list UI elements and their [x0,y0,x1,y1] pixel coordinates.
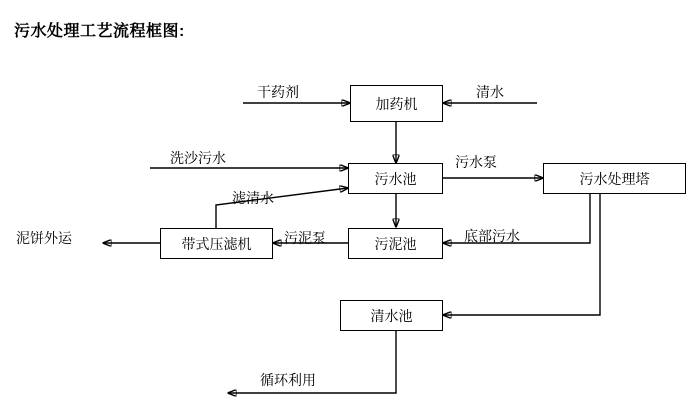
node-label: 污泥池 [374,235,417,252]
edge-label-sewage-pump: 污水泵 [455,154,497,170]
node-label: 带式压滤机 [181,235,252,252]
edge-label-clean-water: 清水 [476,84,504,100]
node-treatment-tower[interactable] [543,163,686,194]
node-label: 污水处理塔 [579,170,650,187]
edge-label-bottom-sewage: 底部污水 [464,228,520,244]
node-belt-filter-press[interactable] [160,228,273,259]
node-label: 加药机 [375,95,418,112]
node-label: 清水池 [370,307,413,324]
edge-label-dry-agent: 干药剂 [257,84,299,100]
edge-label-sludge-pump: 污泥泵 [284,230,326,246]
node-clear-water-pool[interactable] [340,300,443,331]
page-title: 污水处理工艺流程框图: [14,23,185,40]
edge-label-sand-wash-sewage: 洗沙污水 [170,150,226,166]
edge-label-mud-cake-out: 泥饼外运 [16,230,72,246]
edge-label-recycle-use: 循环利用 [260,372,316,388]
node-label: 污水池 [374,170,417,187]
node-sewage-pool[interactable] [348,163,443,194]
node-dosing-machine[interactable] [350,85,443,122]
edge-label-filtered-clear-water: 滤清水 [232,190,274,206]
node-sludge-pool[interactable] [348,228,443,259]
